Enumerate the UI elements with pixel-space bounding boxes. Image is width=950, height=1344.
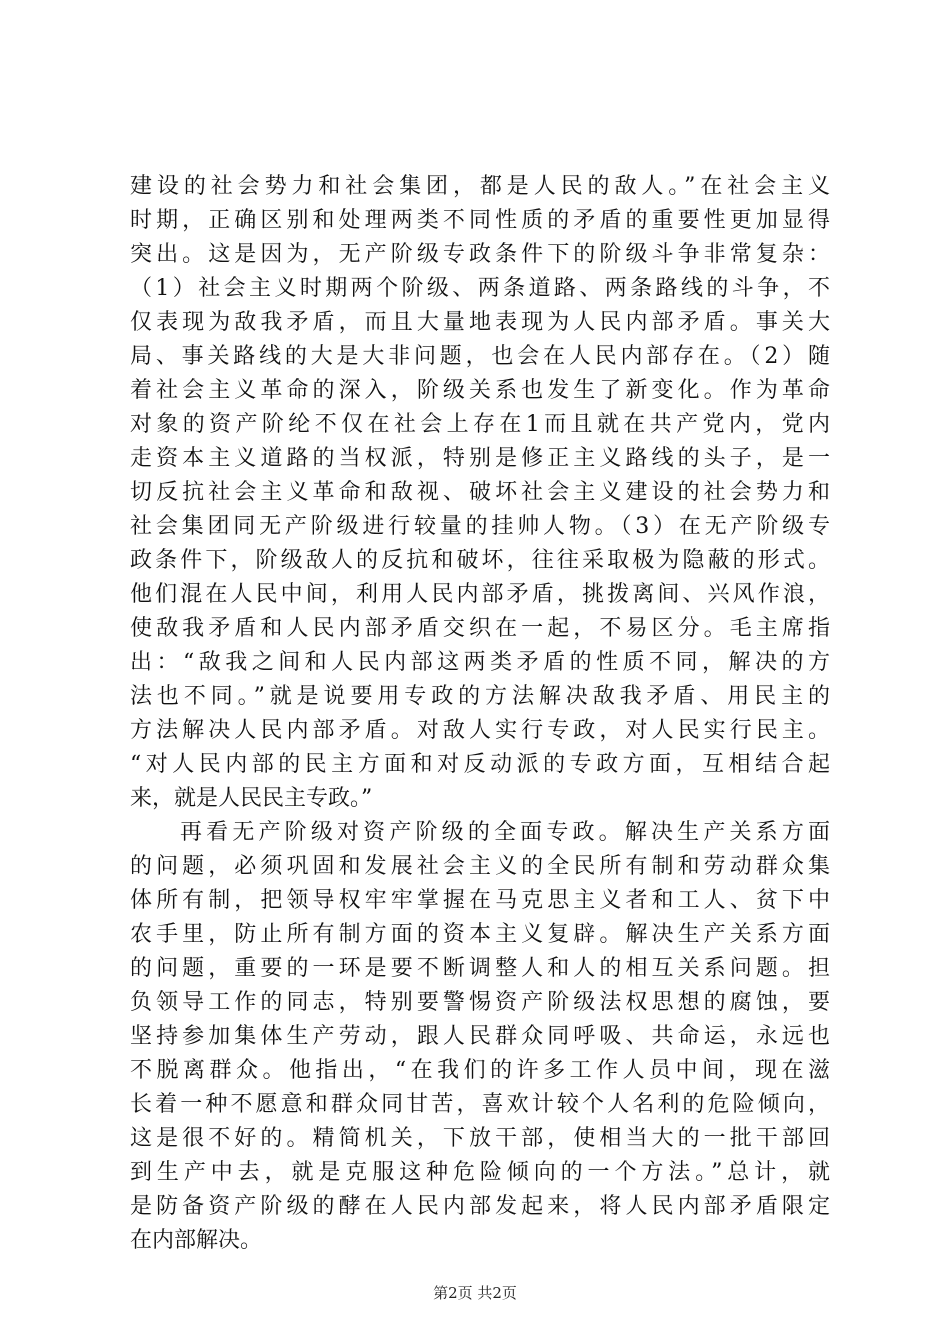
page-number-footer: 第2页 共2页 (433, 1284, 517, 1302)
text-line: 法也不同。”就是说要用专政的方法解决敌我矛盾、用民主的 (130, 684, 830, 709)
paragraph-1 (130, 170, 830, 816)
text-line: 仅表现为敌我矛盾，而且大量地表现为人民内部矛盾。事关大 (130, 310, 830, 335)
text-line: 方法解决人民内部矛盾。对敌人实行专政，对人民实行民主。 (130, 718, 830, 743)
text-line: 他们混在人民中间，利用人民内部矛盾，挑拨离间、兴风作浪， (130, 582, 830, 607)
text-line: 突出。这是因为，无产阶级专政条件下的阶级斗争非常复杂： (130, 242, 830, 267)
text-line: 长着一种不愿意和群众同甘苦，喜欢计较个人名利的危险倾向， (130, 1092, 830, 1117)
text-line: （1）社会主义时期两个阶级、两条道路、两条路线的斗争，不 (130, 276, 830, 301)
text-line: 社会集团同无产阶级进行较量的挂帅人物。（3）在无产阶级专 (130, 514, 830, 539)
text-line: 时期，正确区别和处理两类不同性质的矛盾的重要性更加显得 (130, 208, 830, 233)
text-line: 农手里，防止所有制方面的资本主义复辟。解决生产关系方面 (130, 922, 830, 947)
text-line: 出：“敌我之间和人民内部这两类矛盾的性质不同，解决的方 (130, 650, 830, 675)
text-line: 的问题，必须巩固和发展社会主义的全民所有制和劳动群众集 (130, 854, 830, 879)
paragraph-2 (130, 816, 830, 1258)
text-line: 建设的社会势力和社会集团，都是人民的敌人。”在社会主义 (130, 174, 830, 199)
text-line: 对象的资产阶纶不仅在社会上存在1而且就在共产党内，党内 (130, 412, 830, 437)
text-line: 负领导工作的同志，特别要警惕资产阶级法权思想的腐蚀，要 (130, 990, 830, 1015)
document-body (130, 170, 830, 1258)
text-line: 再看无产阶级对资产阶级的全面专政。解决生产关系方面 (180, 820, 830, 845)
text-line: 到生产中去，就是克服这种危险倾向的一个方法。”总计，就 (130, 1160, 830, 1185)
text-line: 的问题，重要的一环是要不断调整人和人的相互关系问题。担 (130, 956, 830, 981)
text-line: 在内部解决。 (130, 1228, 263, 1253)
text-line: 这是很不好的。精简机关，下放干部，使相当大的一批干部回 (130, 1126, 830, 1151)
text-line: 局、事关路线的大是大非问题，也会在人民内部存在。（2）随 (130, 344, 830, 369)
text-line: 不脱离群众。他指出，“在我们的许多工作人员中间，现在滋 (130, 1058, 830, 1083)
text-line: 坚持参加集体生产劳动，跟人民群众同呼吸、共命运，永远也 (130, 1024, 830, 1049)
text-line: 来，就是人民民主专政。” (130, 786, 373, 811)
text-line: 是防备资产阶级的酵在人民内部发起来，将人民内部矛盾限定 (130, 1194, 830, 1219)
text-line: 着社会主义革命的深入，阶级关系也发生了新变化。作为革命 (130, 378, 830, 403)
text-line: 走资本主义道路的当权派，特别是修正主义路线的头子，是一 (130, 446, 830, 471)
text-line: 政条件下，阶级敌人的反抗和破坏，往往采取极为隐蔽的形式。 (130, 548, 830, 573)
text-line: 使敌我矛盾和人民内部矛盾交织在一起，不易区分。毛主席指 (130, 616, 830, 641)
text-line: 体所有制，把领导权牢牢掌握在马克思主义者和工人、贫下中 (130, 888, 830, 913)
text-line: 切反抗社会主义革命和敌视、破坏社会主义建设的社会势力和 (130, 480, 830, 505)
text-line: “对人民内部的民主方面和对反动派的专政方面，互相结合起 (130, 752, 830, 777)
